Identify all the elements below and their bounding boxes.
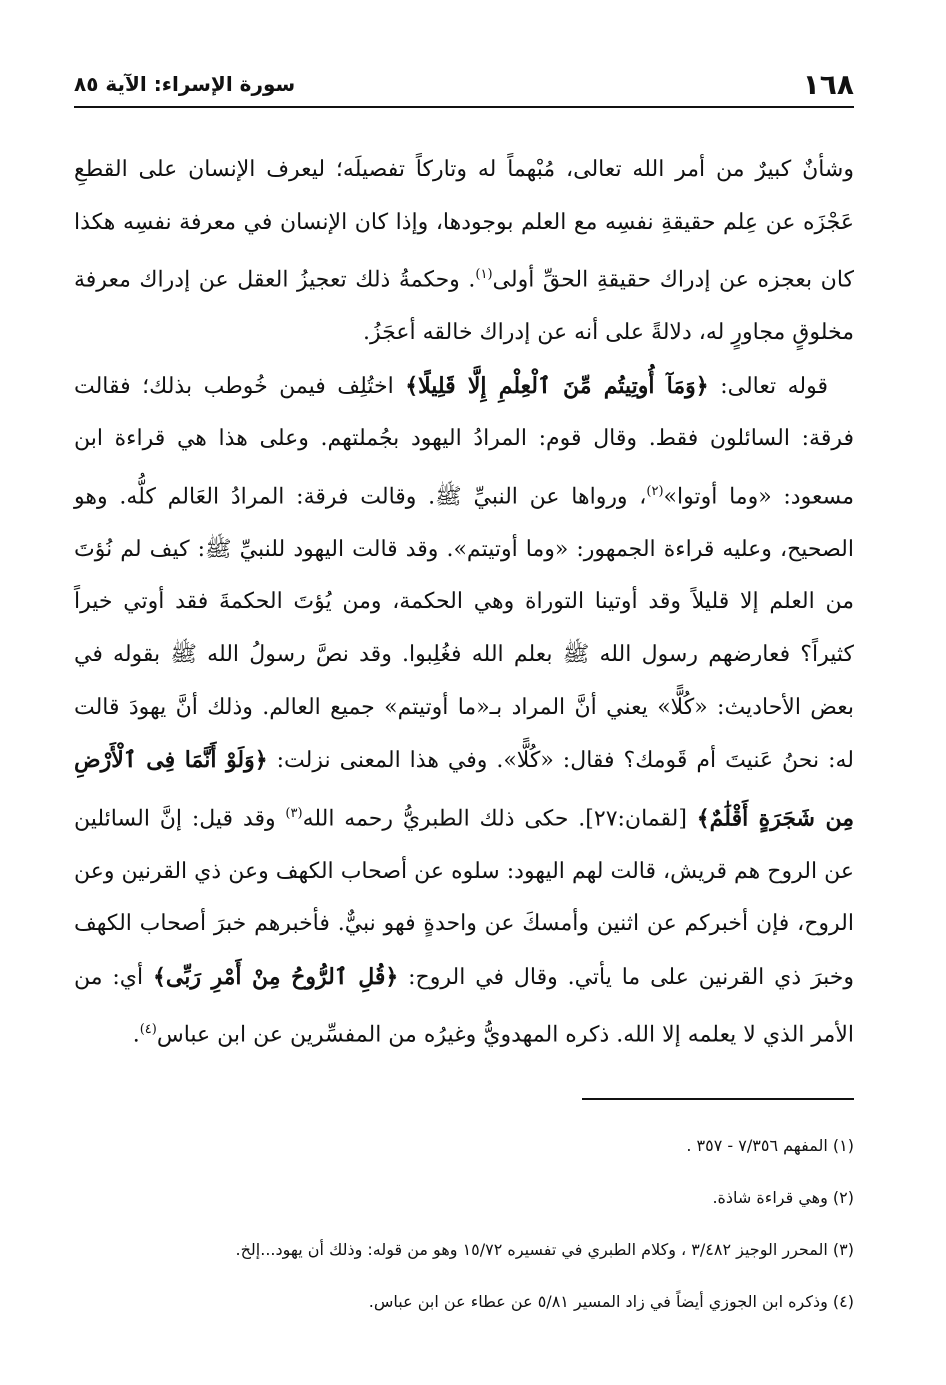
page-number: ١٦٨ (802, 68, 854, 101)
footnote-ref-4: (٤) (139, 1022, 157, 1038)
text-run: وشأنٌ كبيرٌ من أمر الله تعالى، مُبْهماً له وتاركاً تفصيلَه؛ ليعرف الإنسان على القطعِ عَجْزَه عن عِلم حقيقةِ نفسِه مع العلم بوجودها، وإذا كان الإنسان في معرفة نفسِه هكذا كان بعجزه عن إدراك حقيقةِ الحقِّ أولى (74, 157, 855, 293)
footnote-ref-3: (٣) (285, 805, 303, 821)
text-run: ، ورواها عن النبيِّ ﷺ. وقالت فرقة: المرادُ العَالم كلُّه. وهو الصحيح، وعليه قراءة الجمهور: «وما أوتيتم». وقد قالت اليهود للنبيِّ ﷺ: كيف لم نُؤتَ من العلم إلا قليلاً وقد أوتينا التوراة وهي الحكمة، ومن يُؤتَ الحكمةَ فقد أوتي خيراً كثيراً؟ فعارضهم رسول الله ﷺ بعلم الله فغُلِبوا. وقد نصَّ رسولُ الله ﷺ بقوله في بعض الأحاديث: «كُلًّا» يعني أنَّ المراد بـ«ما أوتيتم» جميع العالم. وذلك أنَّ يهودَ قالت له: نحنُ عَنيتَ أم قَومك؟ فقال: «كُلًّا». وفي هذا المعنى نزلت: (74, 484, 854, 774)
footnote-ref-1: (١) (475, 267, 493, 283)
quran-verse: ﴿قُلِ ٱلرُّوحُ مِنْ أَمْرِ رَبِّى﴾ (153, 963, 399, 990)
text-run: أي: من الأمر الذي لا يعلمه إلا الله. ذكره المهدويُّ وغيرُه من المفسِّرين عن ابن عباس (74, 964, 854, 1048)
footnote-ref-2: (٢) (646, 483, 664, 499)
footnote-1: (١) المفهم ٧/٣٥٦ - ٣٥٧ . (686, 1136, 854, 1155)
main-text (74, 144, 854, 1062)
footnote-3: (٣) المحرر الوجيز ٣/٤٨٢ ، وكلام الطبري في تفسيره ١٥/٧٢ وهو من قوله: وذلك أن يهود...إلخ. (235, 1240, 854, 1259)
paragraph-1 (74, 144, 854, 360)
quran-verse: ﴿وَلَوْ أَنَّمَا فِى ٱلْأَرْضِ مِن شَجَرَةٍ أَقْلَٰمٌ﴾ (74, 747, 854, 832)
text-run: . (132, 1022, 140, 1048)
quran-verse: ﴿وَمَآ أُوتِيتُم مِّنَ ٱلْعِلْمِ إِلَّا قَلِيلًا﴾ (405, 372, 709, 399)
text-run: . وحكمةُ ذلك تعجيزُ العقل عن إدراك معرفة مخلوقٍ مجاورٍ له، دلالةً على أنه عن إدراك خالقه أعجَزُ. (74, 267, 854, 346)
text-run: وقد قيل: إنَّ السائلين عن الروح هم قريش، قالت لهم اليهود: سلوه عن أصحاب الكهف وعن ذي القرنين وعن الروح، فإن أخبركم عن اثنين وأمسكَ عن واحدةٍ فهو نبيٌّ. فأخبرهم خبرَ أصحاب الكهف وخبرَ ذي القرنين على ما يأتي. وقال في الروح: (74, 806, 855, 990)
footnote-separator (582, 1098, 854, 1100)
text-run: [لقمان:٢٧]. حكى ذلك الطبريُّ رحمه الله (302, 806, 697, 832)
footnote-4: (٤) وذكره ابن الجوزي أيضاً في زاد المسير ٥/٨١ عن عطاء عن ابن عباس. (368, 1292, 854, 1311)
running-title: سورة الإسراء: الآية ٨٥ (74, 72, 296, 96)
paragraph-2 (74, 360, 854, 1063)
footnote-2: (٢) وهي قراءة شاذة. (712, 1188, 854, 1207)
footnotes (74, 1128, 854, 1336)
page-header (74, 62, 854, 108)
text-run: قوله تعالى: (708, 373, 828, 399)
text-run: اختُلِف فيمن خُوطب بذلك؛ فقالت فرقة: السائلون فقط. وقال قوم: المرادُ اليهود بجُملتهم. وعلى هذا هي قراءة ابن مسعود: «وما أوتوا» (74, 373, 854, 510)
